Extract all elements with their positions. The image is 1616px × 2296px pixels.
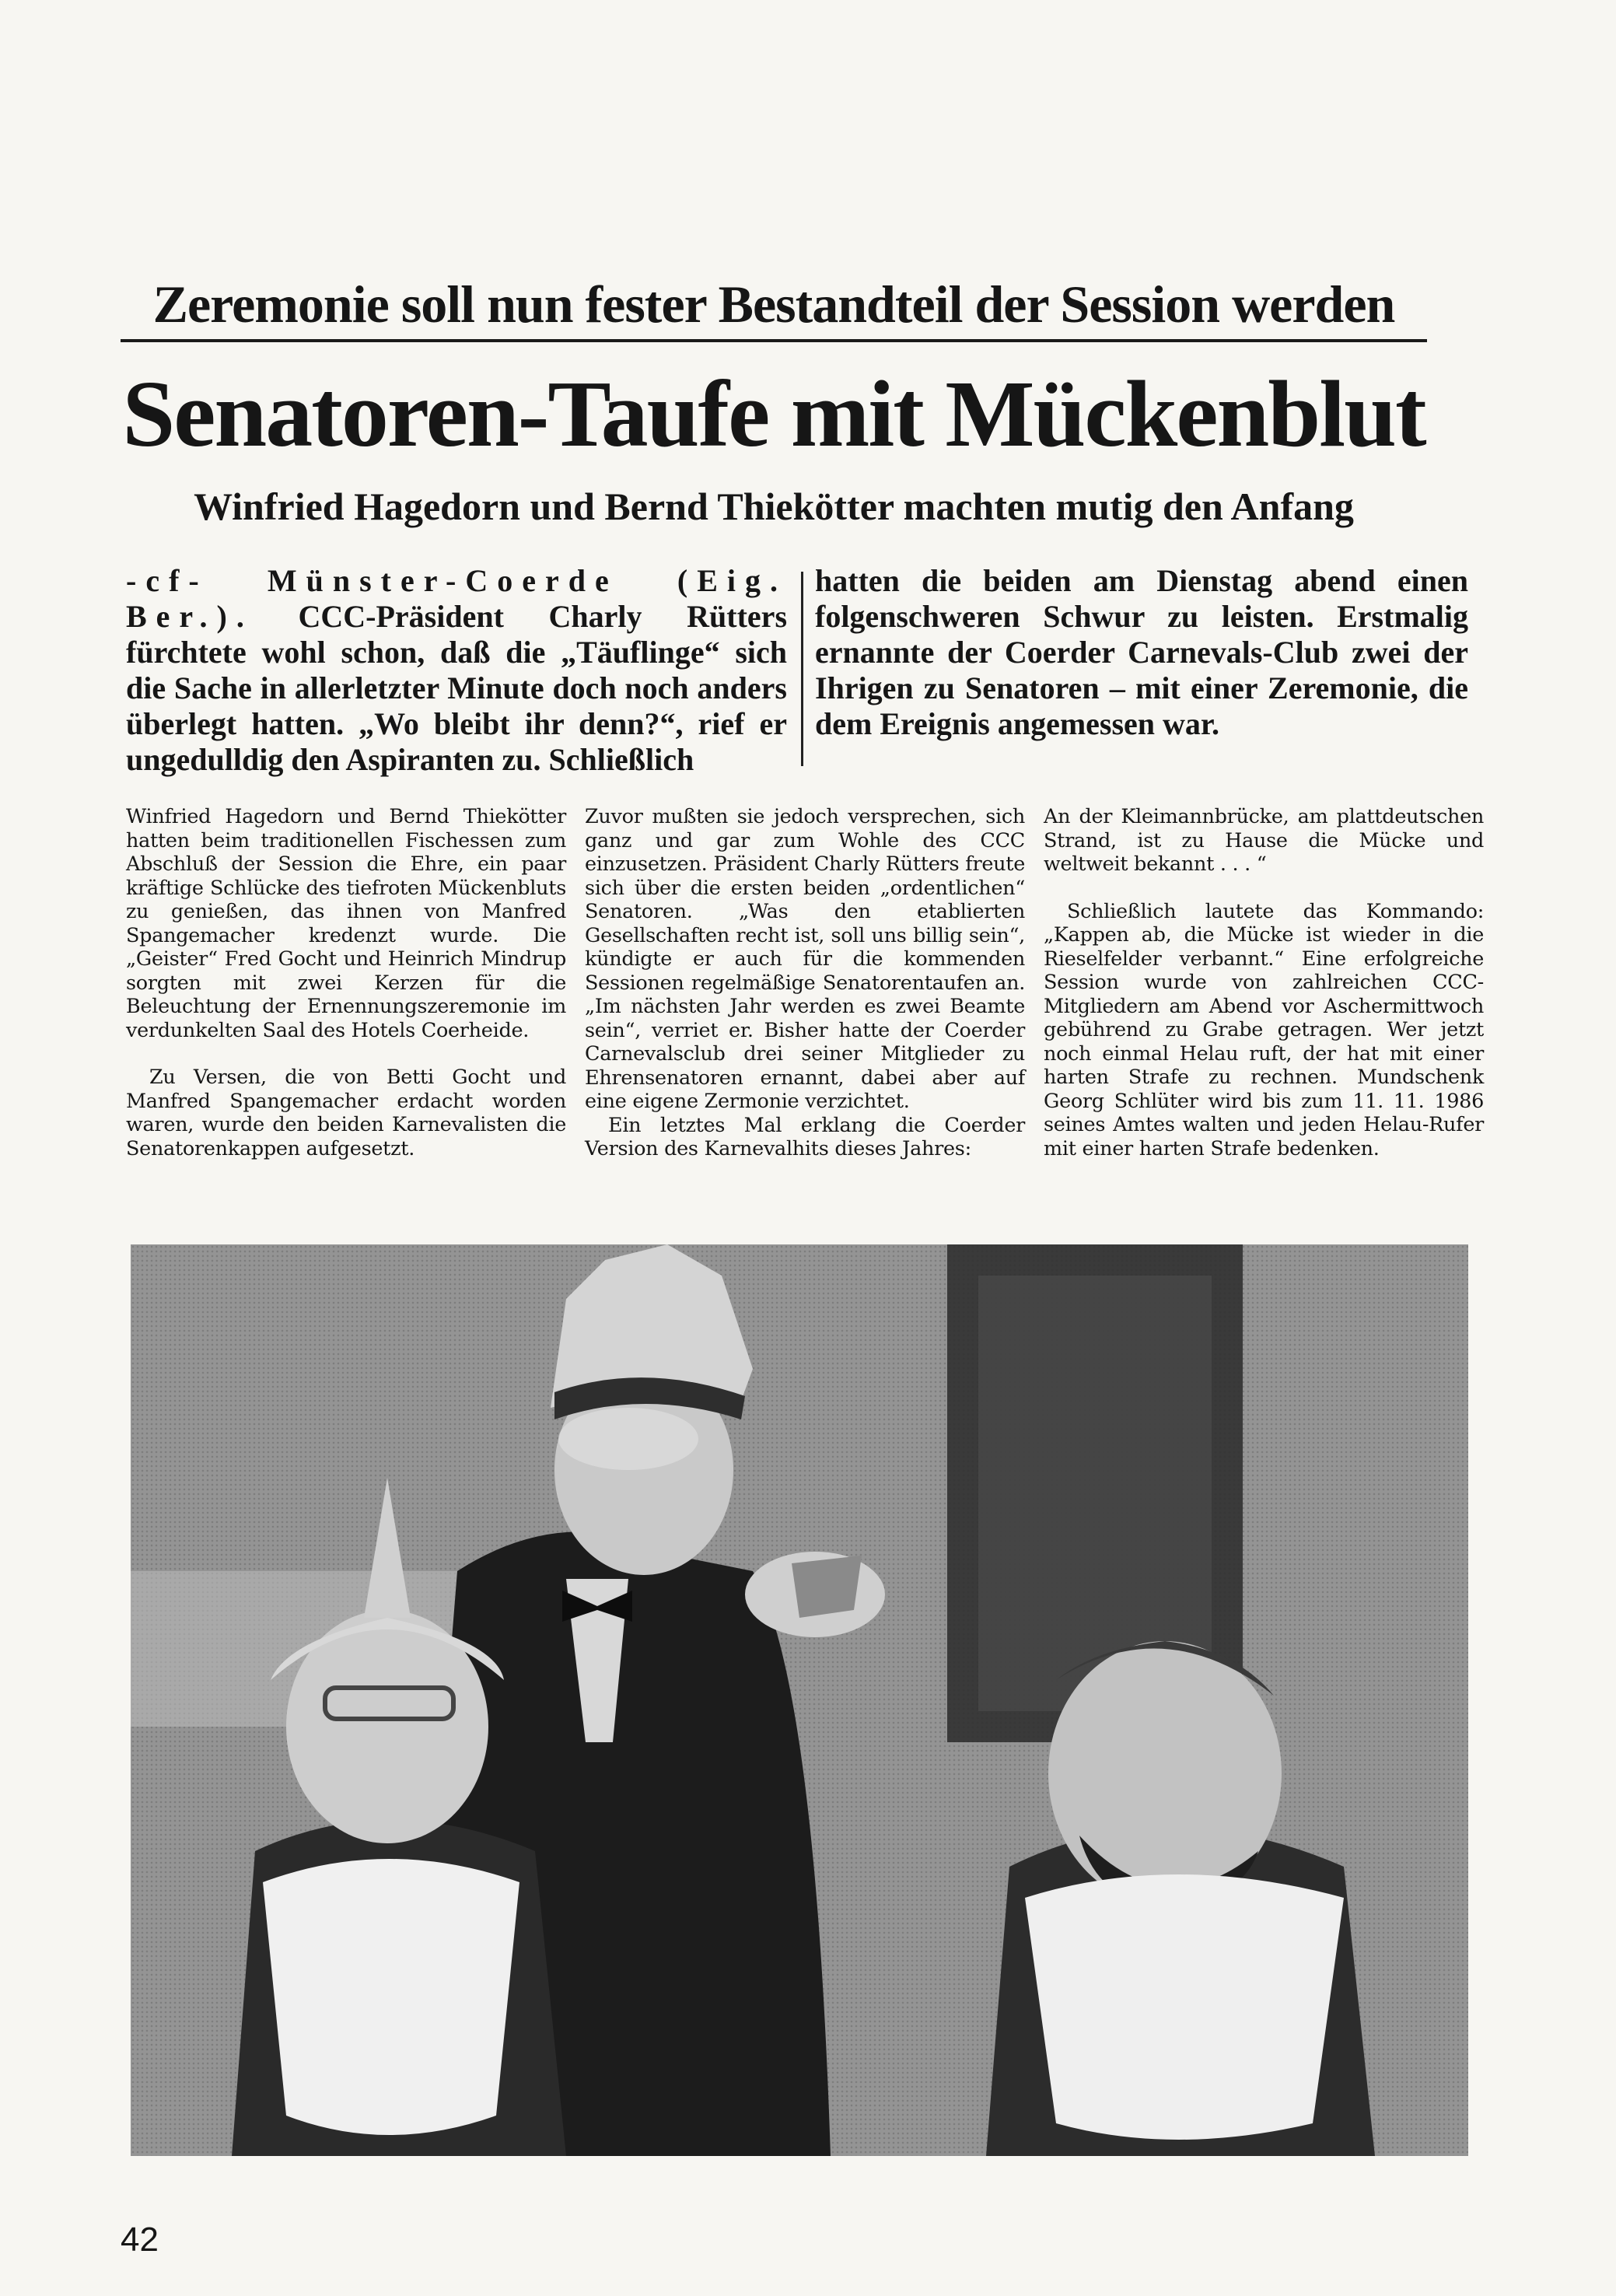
headline-rule	[121, 339, 1427, 342]
body-column-3	[1044, 805, 1484, 1160]
body-paragraph: Ein letztes Mal erklang die Coerder Version des Karnevalhits dieses Jahres:	[585, 1113, 1025, 1160]
lead-paragraph-right	[815, 563, 1468, 742]
subheadline: Winfried Hagedorn und Bernd Thiekötter machten mutig den Anfang	[194, 485, 1354, 528]
kicker-headline: Zeremonie soll nun fester Bestandteil der Session werden	[152, 275, 1395, 334]
article-photo	[131, 1244, 1468, 2156]
lead-column-divider	[801, 572, 803, 766]
page-number: 42	[121, 2221, 159, 2259]
lead-byline: -cf- Münster-Coerde (Eig. Ber.).	[126, 563, 787, 634]
lead-text-right: hatten die beiden am Dienstag abend einen folgenschweren Schwur zu leisten. Erstmalig ernannte der Coerder Carnevals-Club zwei der Ihrigen zu Senatoren – mit einer Zeremonie, die dem Ereignis angemessen war.	[815, 563, 1468, 741]
lead-text-left: CCC-Präsident Charly Rütters fürchtete wohl schon, daß die „Täuflinge“ sich die Sache in allerletzter Minute doch noch anders überlegt hatten. „Wo bleibt ihr denn?“, rief er ungedulldig den Aspiranten zu. Schließlich	[126, 599, 788, 777]
body-paragraph: Zu Versen, die von Betti Gocht und Manfred Spangemacher erdacht worden waren, wurde den beiden Karnevalisten die Senatorenkappen aufgesetzt.	[126, 1066, 566, 1160]
body-paragraph: Schließlich lautete das Kommando: „Kappen ab, die Mücke ist wieder in die Rieselfelder verbannt.“ Eine erfolgreiche Session wurde von zahlreichen CCC-Mitgliedern am Abend vor Aschermittwoch gebührend zu Grabe getragen. Wer jetzt noch einmal Helau ruft, der hat mit einer harten Strafe zu rechnen. Mundschenk Georg Schlüter wird bis zum 11. 11. 1986 seines Amtes walten und jeden Helau-Rufer mit einer harten Strafe bedenken.	[1044, 899, 1484, 1160]
body-column-2	[585, 805, 1025, 1161]
body-paragraph: Winfried Hagedorn und Bernd Thiekötter hatten beim traditionellen Fischessen zum Abschluß der Session die Ehre, ein paar kräftige Schlücke des tiefroten Mückenbluts zu genießen, das ihnen von Manfred Spangemacher kredenzt wurde. Die „Geister“ Fred Gocht und Heinrich Mindrup sorgten mit zwei Kerzen für die Beleuchtung der Ernennungszeremonie im verdunkelten Saal des Hotels Coerheide.	[126, 805, 566, 1042]
body-paragraph: Zuvor mußten sie jedoch versprechen, sich ganz und gar zum Wohle des CCC einzusetzen. Präsident Charly Rütters freute sich über die ersten beiden „ordentlichen“ Senatoren. „Was den etablierten Gesellschaften recht ist, soll uns billig sein“, kündigte er auch für die kommenden Sessionen regelmäßige Senatorentaufen an. „Im nächsten Jahr werden es zwei Beamte sein“, verriet er. Bisher hatte der Coerder Carnevalsclub drei seiner Mitglieder zu Ehrensenatoren ernannt, dabei aber auf eine eigene Zermonie verzichtet.	[585, 805, 1025, 1113]
lead-paragraph-left	[126, 563, 787, 778]
body-paragraph: An der Kleimannbrücke, am plattdeutschen Strand, ist zu Hause die Mücke und weltweit bekannt . . . “	[1044, 805, 1484, 876]
body-column-1	[126, 805, 566, 1160]
main-headline: Senatoren-Taufe mit Mückenblut	[122, 362, 1425, 467]
